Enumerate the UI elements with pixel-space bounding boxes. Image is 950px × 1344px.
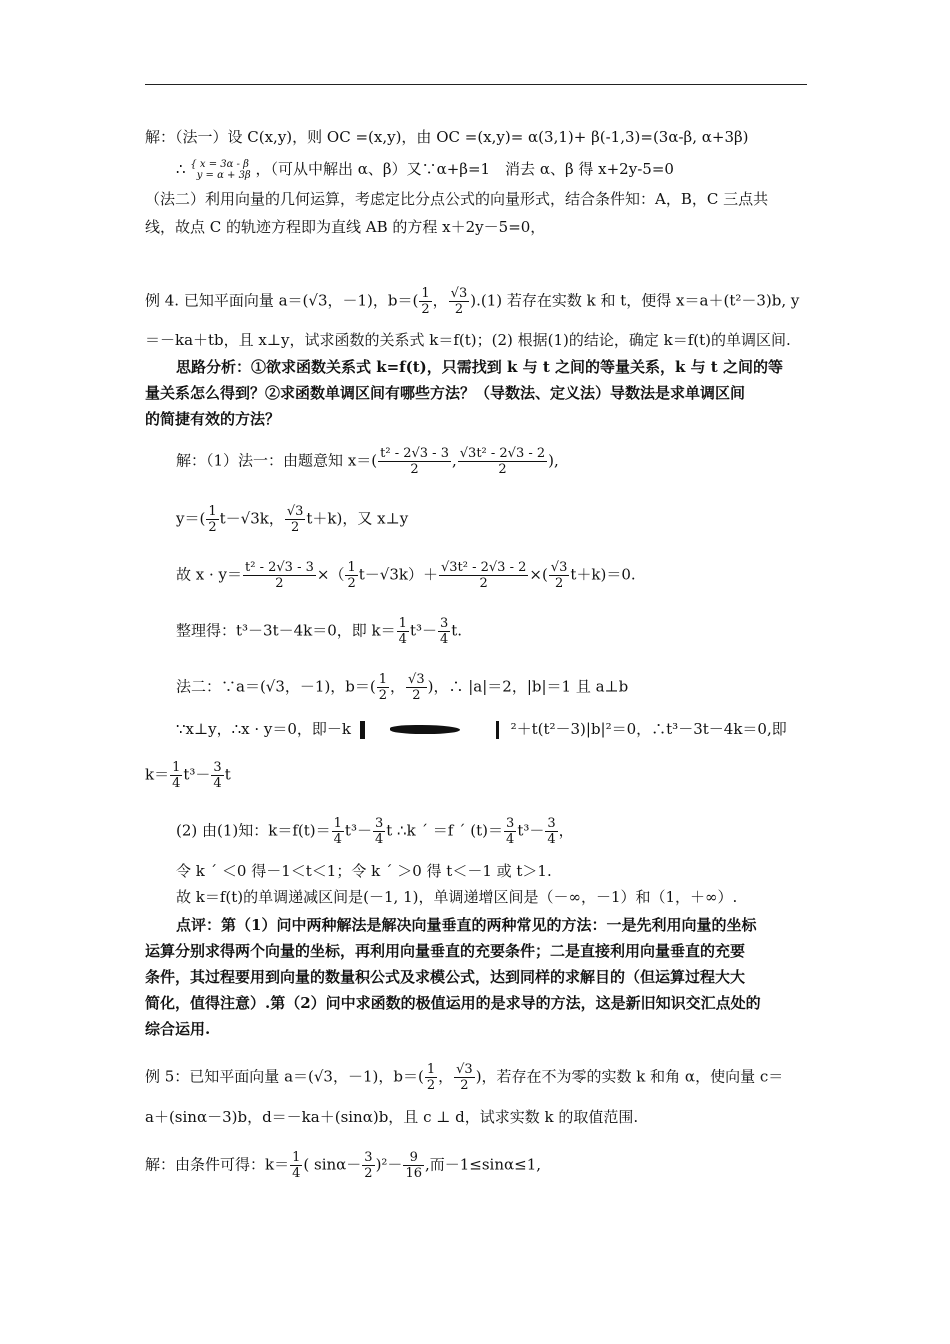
comment-line-2: 运算分别求得两个向量的坐标，再利用向量垂直的充要条件；二是直接利用向量垂直的充要	[145, 942, 746, 960]
fraction: $\frac{1}{2}$	[421, 286, 430, 317]
fraction: $\frac{1}{2}$	[347, 560, 356, 591]
perpendicular-line: ∵x⊥y，∴x · y＝0，即－k ²＋t(t²－3)|b|²＝0，∴t³－3t－4k＝0,即	[176, 720, 787, 738]
fraction: $\frac{\text{t² - 2√3 - 3}}{2}$	[380, 446, 449, 477]
fraction: $\frac{1}{4}$	[172, 760, 181, 791]
fraction: $\frac{\text{√3t² - 2√3 - 2}}{2}$	[459, 446, 546, 477]
example-4-line-2: ＝－ka＋tb，且 x⊥y，试求函数的关系式 k＝f(t)；(2) 根据(1)的结论，确定 k＝f(t)的单调区间.	[145, 331, 791, 349]
method-two-line-2: 线，故点 C 的轨迹方程即为直线 AB 的方程 x＋2y－5=0，	[145, 218, 546, 236]
simplify-line: 整理得：t³－3t－4k＝0，即 k＝ $\frac{1}{4}$ t³－ $\frac{3}{4}$ t.	[176, 616, 463, 647]
derivative-line: (2) 由(1)知：k＝f(t)＝ $\frac{1}{4}$ t³－ $\frac{3}{4}$ t ∴k ´ ＝f ´ (t)＝ $\frac{3}{4}$ t³－ $\frac{3}{4}$ ，	[176, 816, 574, 847]
header-rule	[145, 84, 807, 85]
fraction: $\frac{1}{2}$	[426, 1062, 436, 1093]
analysis-line-2: 量关系怎么得到？②求函数单调区间有哪些方法？（导数法、定义法）导数法是求单调区间	[145, 384, 746, 402]
example-5-solution: 解：由条件可得：k＝ $\frac{1}{4}$ ( sinα－ $\frac{3}{2}$ )²－ $\frac{9}{16}$ ,而－1≤sinα≤1,	[145, 1150, 542, 1181]
example-5-line-2: a＋(sinα－3)b，d＝－ka＋(sinα)b，且 c ⊥ d，试求实数 k 的取值范围.	[145, 1108, 639, 1126]
fraction: $\frac{√3}{2}$	[456, 1062, 473, 1093]
fraction: $\frac{√3}{2}$	[550, 560, 568, 591]
fraction: $\frac{1}{2}$	[378, 672, 388, 703]
sign-analysis-line: 令 k ´ ＜0 得－1＜t＜1；令 k ´ ＞0 得 t＜－1 或 t＞1.	[176, 862, 552, 880]
solution-x-vector: 解：（1）法一：由题意知 x＝( $\frac{\text{t² - 2√3 - 3}}{2}$ , $\frac{\text{√3t² - 2√3 - 2}}{2}$ ),	[176, 446, 559, 477]
comment-line-1: 点评：第（1）问中两种解法是解决向量垂直的两种常见的方法：一是先利用向量的坐标	[176, 916, 757, 934]
fraction: $\frac{3}{4}$	[506, 816, 515, 847]
fraction: $\frac{\text{t² - 2√3 - 3}}{2}$	[245, 560, 314, 591]
fraction: $\frac{1}{4}$	[333, 816, 342, 847]
comment-line-5: 综合运用.	[145, 1020, 211, 1038]
fraction: $\frac{3}{4}$	[374, 816, 384, 847]
monotonic-intervals-line: 故 k＝f(t)的单调递减区间是(－1, 1)，单调递增区间是（－∞，－1）和（1，＋∞）.	[176, 888, 738, 906]
solution-system-line	[176, 158, 841, 181]
example-5-line-1: 例 5：已知平面向量 a＝(√3，－1)，b＝( $\frac{1}{2}$ ， $\frac{√3}{2}$ )，若存在不为零的实数 k 和角 α，使向量 c＝	[145, 1062, 784, 1093]
smudged-equation-image	[356, 721, 506, 739]
fraction: $\frac{3}{4}$	[439, 616, 449, 647]
analysis-line-3: 的简捷有效的方法？	[145, 410, 281, 428]
k-result-line: k＝ $\frac{1}{4}$ t³－ $\frac{3}{4}$ t	[145, 760, 231, 791]
solution-line-1: 解：（法一）设 C(x,y)，则 OC =(x,y)，由 OC =(x,y)= α(3,1)+ β(-1,3)=(3α-β, α+3β)	[145, 128, 749, 146]
fraction: $\frac{3}{2}$	[364, 1150, 373, 1181]
fraction: $\frac{\text{√3t² - 2√3 - 2}}{2}$	[440, 560, 527, 591]
fraction: $\frac{1}{4}$	[292, 1150, 301, 1181]
fraction: $\frac{9}{16}$	[405, 1150, 422, 1181]
system-note: ，（可从中解出 α、β）又∵α+β=1 消去 α、β 得 x+2y-5=0	[255, 160, 674, 178]
equation-system: { x = 3α - β y = α + 3β	[190, 159, 251, 181]
method-two-line-1: （法二）利用向量的几何运算，考虑定比分点公式的向量形式，结合条件知：A，B，C 三点共	[145, 190, 769, 208]
solution-y-vector: y＝( $\frac{1}{2}$ t－√3k， $\frac{√3}{2}$ t＋k)，又 x⊥y	[176, 504, 409, 535]
fraction: $\frac{√3}{2}$	[408, 672, 425, 703]
fraction: $\frac{3}{4}$	[213, 760, 222, 791]
fraction: $\frac{1}{2}$	[208, 504, 217, 535]
fraction: $\frac{1}{4}$	[398, 616, 407, 647]
dot-product-line: 故 x · y＝ $\frac{\text{t² - 2√3 - 3}}{2}$ ×（ $\frac{1}{2}$ t－√3k）＋ $\frac{\text{√3t² - 2√3 - 2}}{2}$ ×( $\frac{√3}{2}$ t＋k)＝0.	[176, 560, 636, 591]
therefore-symbol: ∴	[176, 160, 186, 178]
fraction: $\frac{√3}{2}$	[450, 286, 468, 317]
method-two-solution: 法二：∵a＝(√3，－1)，b＝( $\frac{1}{2}$ ， $\frac{√3}{2}$ )，∴ |a|＝2，|b|＝1 且 a⊥b	[176, 672, 629, 703]
fraction: $\frac{3}{4}$	[547, 816, 556, 847]
example-4-line-1: 例 4. 已知平面向量 a＝(√3，－1)，b＝( $\frac{1}{2}$ ， $\frac{√3}{2}$ ).(1) 若存在实数 k 和 t，便得 x＝a＋(t²－3)b, y	[145, 286, 800, 317]
analysis-line-1: 思路分析：①欲求函数关系式 k=f(t)，只需找到 k 与 t 之间的等量关系，k 与 t 之间的等	[176, 358, 783, 376]
fraction: $\frac{√3}{2}$	[286, 504, 304, 535]
comment-line-4: 简化，值得注意）.第（2）问中求函数的极值运用的是求导的方法，这是新旧知识交汇点处的	[145, 994, 761, 1012]
comment-line-3: 条件，其过程要用到向量的数量积公式及求模公式，达到同样的求解目的（但运算过程大大	[145, 968, 746, 986]
